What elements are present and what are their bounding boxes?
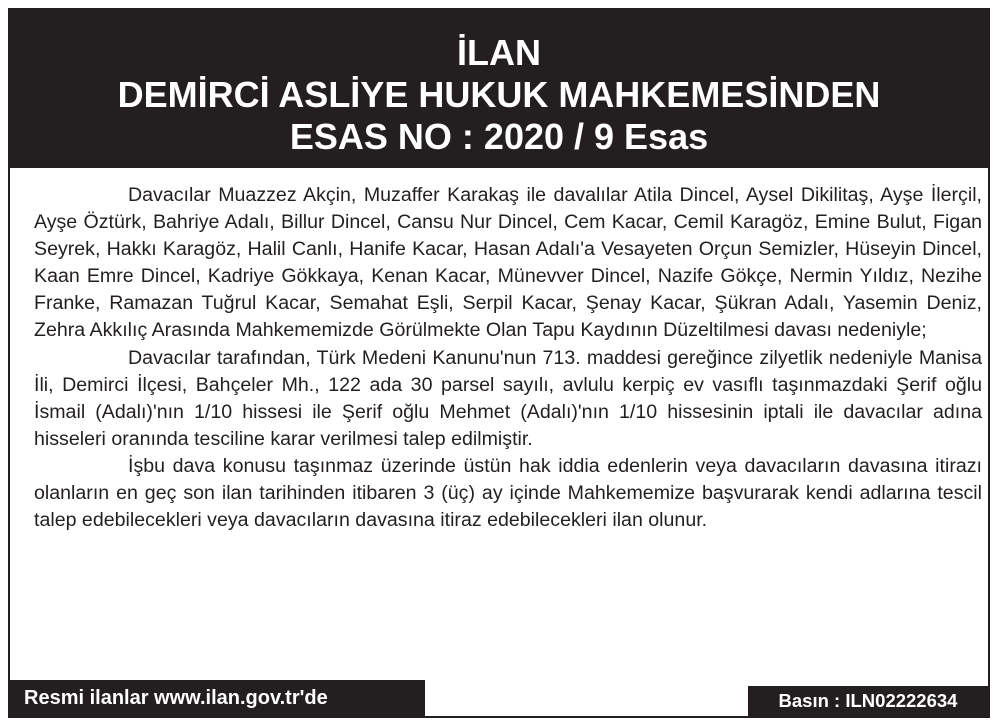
press-code: Basın : ILN02222634 bbox=[748, 686, 988, 716]
body-paragraph-notice: İşbu dava konusu taşınmaz üzerinde üstün hak iddia edenlerin veya davacıların davasına itirazı olanların en geç son ilan tarihinden itibaren 3 (üç) ay içinde Mahkememize başvurarak kendi adlarına tescil talep edebilecekleri veya davacıların davasına itiraz edebilecekleri ilan olunur. bbox=[34, 454, 982, 532]
body-paragraph-parties: Davacılar Muazzez Akçin, Muzaffer Karakaş ile davalılar Atila Dincel, Aysel Dikilitaş, Ayşe İlerçil, Ayşe Öztürk, Bahriye Adalı, Billur Dincel, Cansu Nur Dincel, Cem Kacar, Cemil Karagöz, Emine Bulut, Figan Seyrek, Hakkı Karagöz, Halil Canlı, Hanife Kacar, Hasan Adalı'a Vesayeten Orçun Semizler, Hüseyin Dincel, Kaan Emre Dincel, Kadriye Gökkaya, Kenan Kacar, Münevver Dincel, Nazife Gökçe, Nermin Yıldız, Nezihe Franke, Ramazan Tuğrul Kacar, Semahat Eşli, Serpil Kacar, Şenay Kacar, Şükran Adalı, Yasemin Deniz, Zehra Akkılıç Arasında Mahkememizde Görülmekte Olan Tapu Kaydının Düzeltilmesi davası nedeniyle; bbox=[34, 184, 982, 342]
announcement-title: İLAN bbox=[457, 32, 541, 73]
announcement-header bbox=[10, 10, 988, 168]
official-ads-note: Resmi ilanlar www.ilan.gov.tr'de bbox=[10, 680, 425, 716]
announcement-body bbox=[34, 182, 982, 534]
body-paragraph-claim: Davacılar tarafından, Türk Medeni Kanunu'nun 713. maddesi gereğince zilyetlik nedeniyle Manisa İli, Demirci İlçesi, Bahçeler Mh., 122 ada 30 parsel sayılı, avlulu kerpiç ev vasıflı taşınmazdaki Şerif oğlu İsmail (Adalı)'nın 1/10 hissesi ile Şerif oğlu Mehmet (Adalı)'nın 1/10 hissesinin iptali ile davacılar adına hisseleri oranında tesciline karar verilmesi talep edilmiştir. bbox=[34, 346, 982, 450]
announcement-frame bbox=[8, 8, 990, 718]
court-name: DEMİRCİ ASLİYE HUKUK MAHKEMESİNDEN bbox=[117, 74, 881, 115]
announcement-footer bbox=[10, 680, 988, 716]
case-number: ESAS NO : 2020 / 9 Esas bbox=[289, 116, 709, 157]
